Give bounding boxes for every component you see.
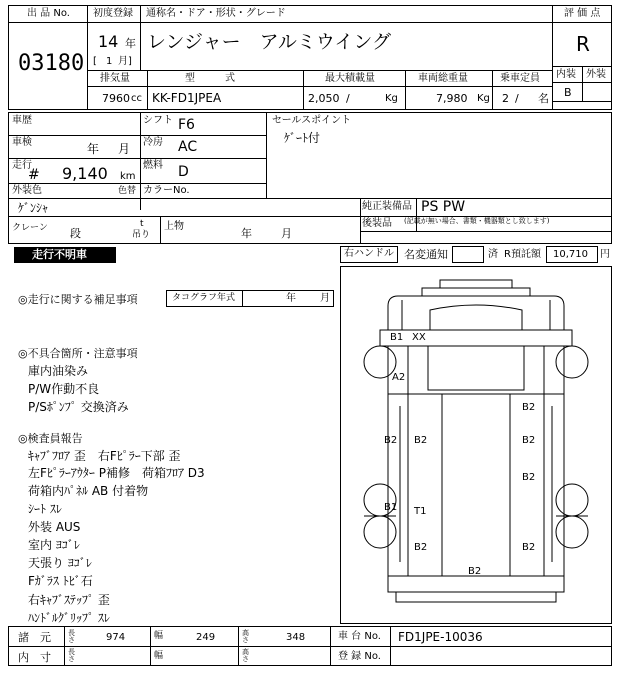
- month-bracket-close: 月]: [118, 56, 132, 67]
- rating-label: 評 価 点: [564, 8, 601, 19]
- divider: [8, 183, 266, 184]
- sales-point-label: セールスポイント: [272, 115, 352, 126]
- truck-damage-diagram: [340, 266, 612, 624]
- inspector-item: 室内 ﾖｺﾞﾚ: [28, 538, 80, 552]
- divider: [87, 70, 552, 71]
- recycle-status: 済: [488, 249, 498, 260]
- defect-item: P/Sﾎﾟﾝﾌﾟ 交換済み: [28, 400, 129, 414]
- first-registration-label: 初度登録: [93, 8, 133, 19]
- defects-title: ◎不具合箇所・注意事項: [18, 347, 138, 360]
- divider: [405, 70, 406, 110]
- recycle-deposit-value: 10,710: [553, 249, 588, 260]
- divider: [552, 22, 612, 23]
- damage-mark: B2: [414, 435, 428, 446]
- chassis-number: FD1JPE-10036: [398, 630, 483, 644]
- model-label: 型 式: [185, 73, 235, 84]
- vehicle-name-label: 通称名・ドア・形状・グレード: [146, 8, 286, 19]
- max-load-value: 2,050: [308, 92, 340, 105]
- divider: [147, 70, 148, 110]
- divider: [64, 626, 65, 666]
- chassis-label: 車 台 No.: [338, 631, 381, 642]
- inspection-label: 車検: [12, 137, 32, 148]
- inner-dimensions-label: 内 寸: [18, 651, 51, 664]
- first-registration-year: 14: [98, 32, 119, 51]
- fuel-value: D: [178, 164, 189, 180]
- mileage-unknown-badge: 走行不明車: [14, 247, 116, 263]
- name-change-notice-label: 名変通知: [404, 248, 448, 261]
- height-label: 高さ: [242, 629, 249, 644]
- width-value: 249: [196, 632, 216, 643]
- damage-mark: B2: [522, 402, 536, 413]
- history-label: 車歴: [12, 115, 32, 126]
- liftgate-month-unit: 月: [281, 227, 292, 240]
- damage-mark: B1: [384, 502, 398, 513]
- divider: [238, 626, 239, 666]
- registration-label: 登 録 No.: [338, 651, 381, 662]
- shift-label: シフト: [143, 115, 173, 126]
- damage-mark: B1: [390, 332, 404, 343]
- tachograph-year-unit: 年: [286, 293, 296, 304]
- capacity-unit: 名: [538, 92, 549, 105]
- shift-value: F6: [178, 117, 195, 133]
- divider: [303, 70, 304, 110]
- height-value: 348: [286, 632, 306, 643]
- defect-item: P/W作動不良: [28, 382, 100, 396]
- length-value: 974: [106, 632, 126, 643]
- genuine-equipment-label: 純正装備品: [362, 201, 412, 212]
- exterior-color-label: 外装色: [12, 185, 42, 196]
- inspection-year-unit: 年: [87, 142, 100, 156]
- divider: [582, 66, 583, 82]
- displacement-value: 7960: [102, 92, 130, 105]
- divider: [552, 5, 553, 110]
- liftgate-year-unit: 年: [241, 227, 252, 240]
- inspector-item: ﾊﾝﾄﾞﾙｸﾞﾘｯﾌﾟ ｽﾚ: [28, 611, 110, 625]
- divider: [416, 198, 417, 231]
- lot-number-label: 出 品 No.: [27, 8, 70, 19]
- gross-weight-value: 7,980: [436, 92, 468, 105]
- damage-mark: B2: [522, 435, 536, 446]
- inspection-month-unit: 月: [118, 142, 131, 156]
- mileage-value: 9,140: [62, 164, 108, 183]
- interior-grade: B: [564, 86, 572, 99]
- divider: [140, 112, 141, 210]
- divider: [8, 135, 266, 136]
- fuel-label: 燃料: [143, 160, 163, 171]
- inspector-item: 天張り ﾖｺﾞﾚ: [28, 556, 92, 570]
- crane-ton-unit: t: [140, 219, 144, 229]
- divider: [8, 198, 612, 199]
- inspector-item: 外装 AUS: [28, 520, 81, 534]
- inner-height-label: 高さ: [242, 648, 249, 663]
- inspector-item: 左Fﾋﾟﾗｰｱｳﾀｰ P補修 荷箱ﾌﾛｱ D3: [28, 466, 205, 480]
- mileage-label: 走行: [12, 160, 32, 171]
- vehicle-name: レンジャー アルミウイング: [147, 31, 391, 53]
- aftermarket-note: (記載が無い場合、書類・機器類とし致します): [404, 217, 550, 225]
- color-change-label: 色替: [118, 186, 137, 196]
- sales-point-value: ｹﾞｰﾄ付: [284, 131, 321, 145]
- divider: [360, 231, 612, 232]
- max-load-separator: /: [346, 92, 350, 105]
- divider: [330, 626, 331, 666]
- crane-label: クレーン: [12, 223, 48, 233]
- inspector-item: ｼｰﾄ ｽﾚ: [28, 502, 62, 516]
- inspector-title: ◎検査員報告: [18, 432, 83, 445]
- gross-weight-unit: Kg: [477, 93, 490, 104]
- divider: [150, 626, 151, 666]
- genuine-equipment-value: PS PW: [421, 199, 466, 215]
- name-change-notice-box: [452, 246, 484, 263]
- color-code-label: カラーNo.: [143, 185, 190, 196]
- damage-mark: B2: [522, 472, 536, 483]
- exterior-label: 外装: [586, 69, 606, 80]
- max-load-unit: Kg: [385, 93, 398, 104]
- inner-width-label: 幅: [154, 651, 164, 661]
- tachograph-label: タコグラフ年式: [172, 293, 236, 303]
- right-handle-label: 右ハンドル: [344, 248, 394, 259]
- inspector-item: ｷｬﾌﾞﾌﾛｱ 歪 右Fﾋﾟﾗｰ下部 歪: [28, 449, 181, 463]
- interior-label: 内装: [556, 69, 576, 80]
- divider: [266, 112, 267, 198]
- dimensions-label: 諸 元: [18, 631, 51, 644]
- tachograph-month-unit: 月: [320, 293, 330, 304]
- displacement-label: 排気量: [100, 73, 130, 84]
- defect-item: 庫内油染み: [28, 364, 89, 378]
- damage-mark: A2: [392, 372, 406, 383]
- inspector-item: 右ｷｬﾌﾞｽﾃｯﾌﾟ 歪: [28, 593, 110, 607]
- month-bracket-open: [: [93, 56, 97, 67]
- exterior-color-value: ｹﾞﾝｼｬ: [18, 201, 49, 215]
- capacity-value: 2: [502, 92, 509, 105]
- divider: [390, 626, 391, 666]
- supplement-title: ◎走行に関する補足事項: [18, 293, 138, 306]
- divider: [160, 216, 161, 244]
- model-value: KK-FD1JPEA: [152, 91, 222, 105]
- divider: [87, 86, 552, 87]
- aftermarket-label: 後装品: [362, 218, 392, 229]
- divider: [8, 646, 612, 647]
- rating-score: R: [576, 32, 590, 56]
- divider: [360, 198, 361, 244]
- year-unit: 年: [125, 37, 136, 50]
- damage-mark: XX: [412, 332, 426, 343]
- inspector-item: Fｶﾞﾗｽ ﾄﾋﾞ石: [28, 574, 93, 588]
- divider: [8, 158, 266, 159]
- displacement-unit: cc: [131, 93, 142, 104]
- damage-mark: B2: [468, 566, 482, 577]
- aircon-label: 冷房: [143, 137, 163, 148]
- liftgate-label: 上物: [164, 221, 184, 232]
- mileage-mark: #: [28, 167, 40, 183]
- crane-lift-unit: 吊り: [132, 230, 151, 240]
- capacity-label: 乗車定員: [500, 73, 540, 84]
- capacity-separator: /: [515, 92, 519, 105]
- damage-mark: T1: [414, 506, 427, 517]
- divider: [8, 22, 87, 23]
- divider: [582, 82, 583, 101]
- divider: [87, 5, 88, 110]
- divider: [87, 22, 552, 23]
- width-label: 幅: [154, 631, 164, 641]
- inner-length-label: 長さ: [68, 648, 75, 663]
- divider: [492, 70, 493, 110]
- lot-number: 03180: [18, 51, 85, 76]
- recycle-deposit-unit: 円: [600, 249, 610, 260]
- mileage-unit: km: [120, 171, 136, 182]
- damage-mark: B2: [384, 435, 398, 446]
- max-load-label: 最大積載量: [325, 73, 375, 84]
- damage-mark: B2: [522, 542, 536, 553]
- divider: [552, 101, 612, 102]
- divider: [140, 22, 141, 70]
- aircon-value: AC: [178, 139, 198, 155]
- divider: [242, 290, 243, 307]
- crane-step-unit: 段: [70, 227, 81, 240]
- length-label: 長さ: [68, 629, 75, 644]
- damage-mark: B2: [414, 542, 428, 553]
- gross-weight-label: 車両総重量: [418, 73, 468, 84]
- recycle-deposit-label: R預託額: [504, 249, 541, 260]
- divider: [140, 5, 141, 22]
- inspector-item: 荷箱内ﾊﾟﾈﾙ AB 付着物: [28, 484, 149, 498]
- first-registration-month: 1: [106, 56, 113, 67]
